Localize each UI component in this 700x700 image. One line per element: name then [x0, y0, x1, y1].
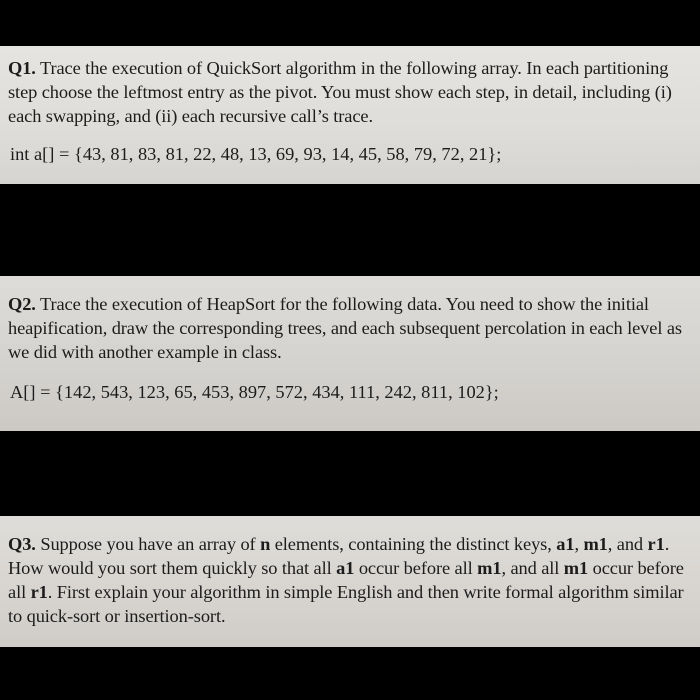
q3-keyword-m1-second: m1 [477, 558, 502, 578]
question-card-q1 [0, 46, 700, 184]
q2-paragraph [8, 292, 692, 364]
q2-text: Trace the execution of HeapSort for the following data. You need to show the initial heapification, draw the corresponding trees, and each subsequent percolation in each level as we did with another example in class. [8, 294, 682, 362]
q3-text-3: , and [607, 534, 648, 554]
q3-number: Q3. [8, 534, 36, 554]
q3-sep-1: , [574, 534, 584, 554]
q2-array-code: A[] = {142, 543, 123, 65, 453, 897, 572, 434, 111, 242, 811, 102}; [10, 382, 499, 402]
q3-text-1: Suppose you have an array of [40, 534, 261, 554]
q3-keyword-n: n [260, 534, 271, 554]
q3-keyword-r1-second: r1 [30, 582, 48, 602]
q3-keyword-r1: r1 [647, 534, 665, 554]
q3-keyword-m1: m1 [583, 534, 608, 554]
q1-paragraph [8, 56, 692, 128]
q3-text-6: , and all [501, 558, 564, 578]
q3-text-5: occur before all [354, 558, 478, 578]
q3-keyword-m1-third: m1 [563, 558, 589, 578]
q3-paragraph [8, 532, 692, 628]
q1-number: Q1. [8, 58, 36, 78]
question-card-q3 [0, 516, 700, 647]
q3-keyword-a1-second: a1 [336, 558, 355, 578]
q2-number: Q2. [8, 294, 36, 314]
question-card-q2 [0, 276, 700, 431]
q3-keyword-a1: a1 [556, 534, 575, 554]
q3-text-4: . How would you sort them quickly so that all [8, 534, 670, 578]
q3-text-8: . First explain your algorithm in simple English and then write formal algorithm similar to quick-sort or insertion-sort. [8, 582, 684, 626]
q3-text-2: elements, containing the distinct keys, [270, 534, 557, 554]
q1-array-code: int a[] = {43, 81, 83, 81, 22, 48, 13, 69, 93, 14, 45, 58, 79, 72, 21}; [10, 144, 502, 164]
q3-text-7: occur before all [8, 558, 684, 602]
q1-text: Trace the execution of QuickSort algorithm in the following array. In each partitioning step choose the leftmost entry as the pivot. You must show each step, in detail, including (i) each swapping, and (ii) each recursive call’s trace. [8, 58, 672, 126]
